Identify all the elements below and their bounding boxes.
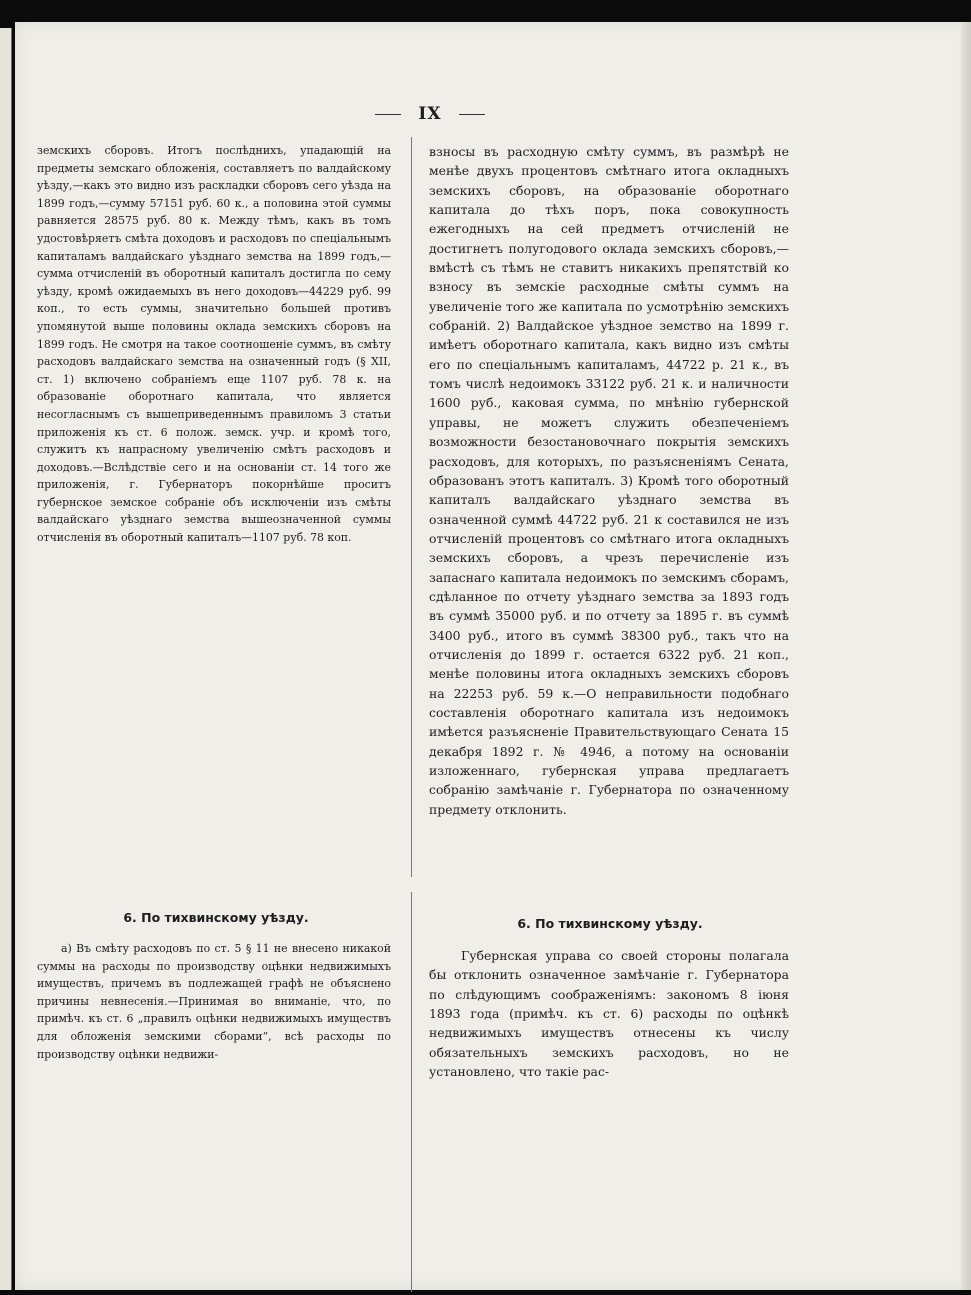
- left-column-bottom-text: а) Въ смѣту расходовъ по ст. 5 § 11 не внесено никакой суммы на расходы по производству оцѣнки недвижимыхъ имуществъ, причемъ въ подлежащей графѣ не объяснено причины невнесенія.—Принимая во вниманіе, что, по примѣч. къ ст. 6 „правилъ оцѣнки недвижимыхъ имуществъ для обложенія земскими сборами“, всѣ расходы по производству оцѣнки недвижи-: [37, 942, 391, 1061]
- right-column-top-text: взносы въ расходную смѣту суммъ, въ размѣрѣ не менѣе двухъ процентовъ смѣтнаго итога окладныхъ земскихъ сборовъ, на образованіе оборотнаго капитала до тѣхъ поръ, пока совокупность ежегодныхъ на сей предметъ отчисленій не достигнетъ полугодового оклада земскихъ сборовъ,—вмѣстѣ съ тѣмъ не ставитъ никакихъ препятствій ко взносу въ земскіе расходные смѣты суммъ на увеличеніе того же капитала по усмотрѣнію земскихъ собраній. 2) Валдайское уѣздное земство на 1899 г. имѣетъ оборотнаго капитала, какъ видно изъ смѣты его по спеціальнымъ капиталамъ, 44722 р. 21 к., въ томъ числѣ недоимокъ 33122 руб. 21 к. и наличности 1600 руб., каковая сумма, по мнѣнію губернской управы, не можетъ служить обезпеченіемъ возможности безостановочнаго покрытія земскихъ расходовъ, для которыхъ, по разъясненіямъ Сената, образованъ этотъ капиталъ. 3) Кромѣ того оборотный капиталъ валдайскаго уѣзднаго земства въ означенной суммѣ 44722 руб. 21 к составился не изъ отчисленій процентовъ со смѣтнаго итога окладныхъ земскихъ сборовъ, а чрезъ перечисленіе изъ запаснаго капитала недоимокъ по земскимъ сборамъ, сдѣланное по отчету уѣзднаго земства за 1893 годъ въ суммѣ 35000 руб. и по отчету за 1895 г. въ суммѣ 3400 руб., итого въ суммѣ 38300 руб., такъ что на отчисленія до 1899 г. остается 6322 руб. 21 коп., менѣе половины итога окладныхъ земскихъ сборовъ на 22253 руб. 59 к.—О неправильности подобнаго составленія оборотнаго капитала изъ недоимокъ имѣется разъясненіе Правительствующаго Сената 15 декабря 1892 г. № 4946, а потому на основаніи изложеннаго, губернская управа предлагаетъ собранію замѣчаніе г. Губернатора по означенному предмету отклонить.: [429, 144, 789, 817]
- column-divider-bottom: [411, 892, 412, 1292]
- right-section-heading: 6. По тихвинскому уѣзду.: [517, 916, 703, 931]
- document-page: [15, 22, 971, 1290]
- column-divider-top: [411, 137, 412, 877]
- page-number-dash-left: [375, 114, 401, 115]
- left-column-top-text: земскихъ сборовъ. Итогъ послѣднихъ, упадающій на предметы земскаго обложенія, составляетъ по валдайскому уѣзду,—какъ это видно изъ раскладки сборовъ сего уѣзда на 1899 годъ,—сумму 57151 руб. 60 к., а половина этой суммы равняется 28575 руб. 80 к. Между тѣмъ, какъ въ томъ удостовѣряетъ смѣта доходовъ и расходовъ по спеціальнымъ капиталамъ валдайскаго уѣзднаго земства на 1899 годъ,—сумма отчисленій въ оборотный капиталъ достигла по сему уѣзду, кромѣ ожидаемыхъ въ него доходовъ—44229 руб. 99 коп., то есть суммы, значительно большей противъ упомянутой выше половины оклада земскихъ сборовъ на 1899 годъ. Не смотря на такое соотношеніе суммъ, въ смѣту расходовъ валдайскаго земства на означенный годъ (§ XII, ст. 1) включено собраніемъ еще 1107 руб. 78 к. на образованіе оборотнаго капитала, что является несогласнымъ съ вышеприведеннымъ правиломъ 3 статьи приложенія къ ст. 6 полож. земск. учр. и кромѣ того, служитъ къ напрасному увеличенію смѣтъ расходовъ и доходовъ.—Вслѣдствіе сего и на основаніи ст. 14 того же приложенія, г. Губернаторъ покорнѣйше проситъ губернское земское собраніе объ исключеніи изъ смѣты валдайскаго уѣзднаго земства вышеозначенной суммы отчисленія въ оборотный капиталъ—1107 руб. 78 коп.: [37, 144, 391, 545]
- page-number-dash-right: [459, 114, 485, 115]
- left-section-heading: 6. По тихвинскому уѣзду.: [123, 910, 309, 925]
- right-column-bottom-text: Губернская управа со своей стороны полагала бы отклонить означенное замѣчаніе г. Губернатора по слѣдующимъ соображеніямъ: закономъ 8 іюня 1893 года (примѣч. къ ст. 6) расходы по оцѣнкѣ недвижимыхъ имуществъ отнесены къ числу обязательныхъ земскихъ расходовъ, но не установлено, что такіе рас-: [429, 948, 789, 1080]
- page-number: [385, 104, 475, 124]
- page-edge-shadow: [961, 22, 971, 1290]
- page-number-text: IX: [418, 104, 442, 124]
- adjacent-page-edge: [0, 28, 12, 1290]
